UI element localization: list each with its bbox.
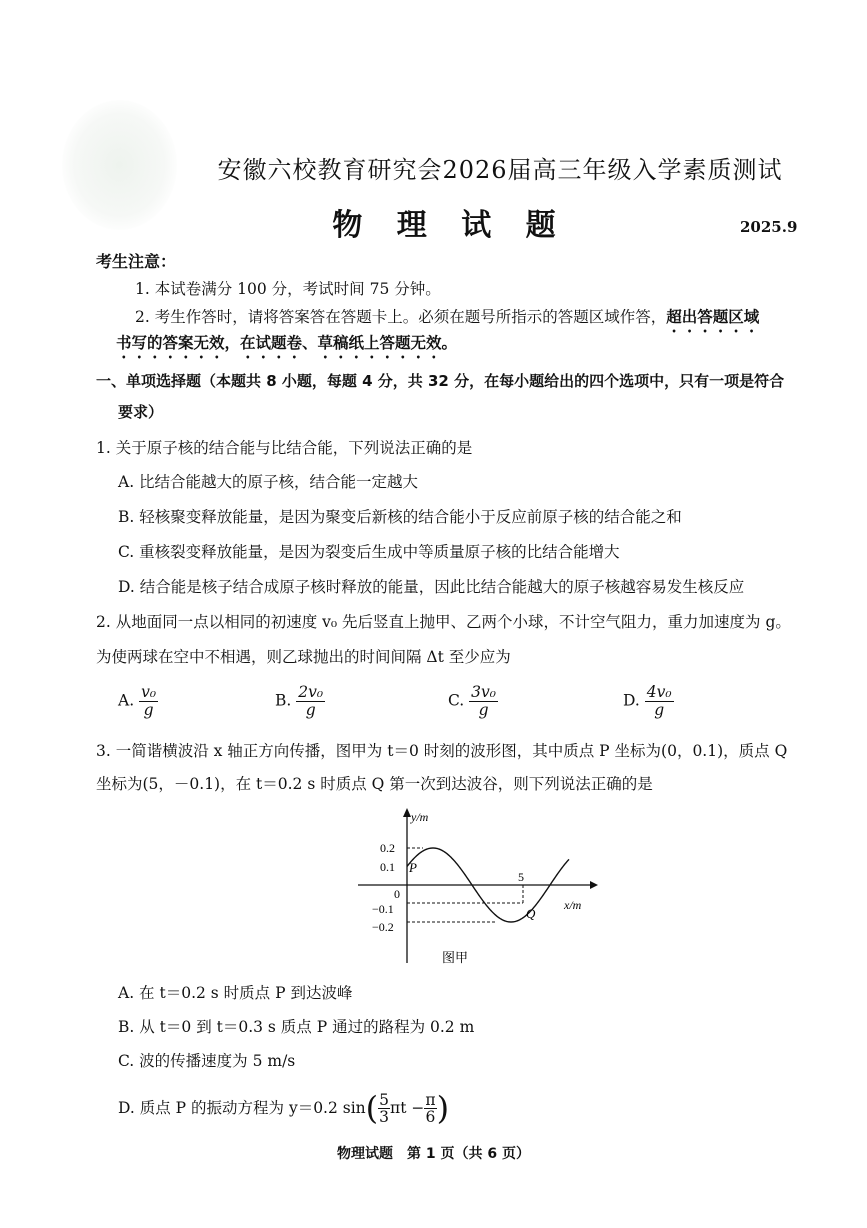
scan-smudge xyxy=(62,100,177,230)
q2-option-d-denominator: g xyxy=(654,701,665,720)
q2-option-a xyxy=(118,684,158,719)
tick-0: 0 xyxy=(394,887,400,901)
q1-stem: 1. 关于原子核的结合能与比结合能，下列说法正确的是 xyxy=(96,439,473,457)
q2-option-c-numerator: 3v₀ xyxy=(471,683,497,701)
q2-stem-line-1: 2. 从地面同一点以相同的初速度 v₀ 先后竖直上抛甲、乙两个小球，不计空气阻力，重力加速度为 g。 xyxy=(96,613,791,631)
point-p-label: P xyxy=(409,860,417,875)
point-q-label: Q xyxy=(526,906,536,921)
notice-item-2-text: 2. 考生作答时，请将答案答在答题卡上。必须在题号所指示的答题区域作答， xyxy=(135,308,667,326)
q3-option-a: A. 在 t＝0.2 s 时质点 P 到达波峰 xyxy=(118,984,353,1002)
q2-option-b-denominator: g xyxy=(305,701,316,720)
q3-option-d-mid: πt − xyxy=(390,1098,425,1117)
q3-option-c: C. 波的传播速度为 5 m/s xyxy=(118,1052,296,1070)
q2-option-b-numerator: 2v₀ xyxy=(298,683,324,701)
wave-figure xyxy=(350,805,600,970)
q2-option-a-label: A. xyxy=(118,691,135,710)
notice-item-1: 1. 本试卷满分 100 分，考试时间 75 分钟。 xyxy=(135,280,441,298)
page-title: 安徽六校教育研究会2026届高三年级入学素质测试 xyxy=(217,156,783,184)
y-axis-label: y/m xyxy=(411,810,429,824)
tick-0.1: 0.1 xyxy=(380,860,395,874)
notice-item-2-continued: 书写的答案无效，在试题卷、草稿纸上答题无效。 xyxy=(116,333,458,352)
q2-option-c xyxy=(448,684,498,719)
q2-option-d-label: D. xyxy=(623,691,640,710)
q3-option-d-prefix: D. 质点 P 的振动方程为 y＝0.2 sin xyxy=(118,1098,366,1117)
figure-caption: 图甲 xyxy=(442,950,469,965)
tick-minus-0.1: −0.1 xyxy=(372,902,394,916)
x-axis-label: x/m xyxy=(564,898,582,912)
section-1-heading: 一、单项选择题（本题共 8 小题，每题 4 分，共 32 分，在每小题给出的四个选项中，只有一项是符合 xyxy=(96,372,785,390)
q2-option-d xyxy=(623,684,674,719)
tick-x-5: 5 xyxy=(518,870,524,884)
q3-stem-line-2: 坐标为(5，－0.1)，在 t＝0.2 s 时质点 Q 第一次到达波谷，则下列说法正确的是 xyxy=(96,775,653,793)
q1-option-c: C. 重核裂变释放能量，是因为裂变后生成中等质量原子核的比结合能增大 xyxy=(118,543,620,561)
q1-option-b: B. 轻核聚变释放能量，是因为聚变后新核的结合能小于反应前原子核的结合能之和 xyxy=(118,508,682,526)
q3-option-d-frac1-num: 5 xyxy=(379,1091,390,1110)
q2-option-b xyxy=(275,684,325,719)
notice-item-2 xyxy=(135,307,759,336)
q3-stem-line-1: 3. 一简谐横波沿 x 轴正方向传播，图甲为 t＝0 时刻的波形图，其中质点 P 坐标为(0，0.1)，质点 Q xyxy=(96,742,788,760)
exam-date: 2025.9 xyxy=(740,218,798,236)
notice-item-2-emphasis: 超出答题区域 xyxy=(666,307,760,326)
q2-option-c-label: C. xyxy=(448,691,465,710)
q3-option-d: D. 质点 P 的振动方程为 y＝0.2 sin( $\frac{5}{3}\pi t$ − $\frac{\pi}{6}$) xyxy=(118,1089,450,1127)
q2-stem-line-2: 为使两球在空中不相遇，则乙球抛出的时间间隔 Δt 至少应为 xyxy=(96,648,511,666)
q2-option-c-denominator: g xyxy=(478,701,489,720)
tick-0.2: 0.2 xyxy=(380,841,395,855)
section-1-heading-continued: 要求） xyxy=(118,403,164,421)
q3-option-d-frac2-den: 6 xyxy=(425,1108,436,1127)
q1-option-a: A. 比结合能越大的原子核，结合能一定越大 xyxy=(118,473,419,491)
q3-option-d-frac2-num: π xyxy=(425,1091,436,1110)
x-axis-arrow xyxy=(590,881,598,889)
subject-title: 物 理 试 题 xyxy=(332,208,568,243)
y-axis-arrow xyxy=(403,808,411,817)
q2-option-a-numerator: v₀ xyxy=(141,683,157,701)
q2-option-a-denominator: g xyxy=(143,701,154,720)
q3-option-b: B. 从 t＝0 到 t＝0.3 s 质点 P 通过的路程为 0.2 m xyxy=(118,1018,475,1036)
q2-option-b-label: B. xyxy=(275,691,292,710)
page-footer: 物理试题 第 1 页（共 6 页） xyxy=(337,1146,530,1162)
q3-option-d-frac1-den: 3 xyxy=(379,1108,390,1127)
q2-option-d-numerator: 4v₀ xyxy=(646,683,672,701)
tick-minus-0.2: −0.2 xyxy=(372,920,394,934)
notice-heading: 考生注意： xyxy=(96,252,177,271)
q1-option-d: D. 结合能是核子结合成原子核时释放的能量，因此比结合能越大的原子核越容易发生核反应 xyxy=(118,578,745,596)
